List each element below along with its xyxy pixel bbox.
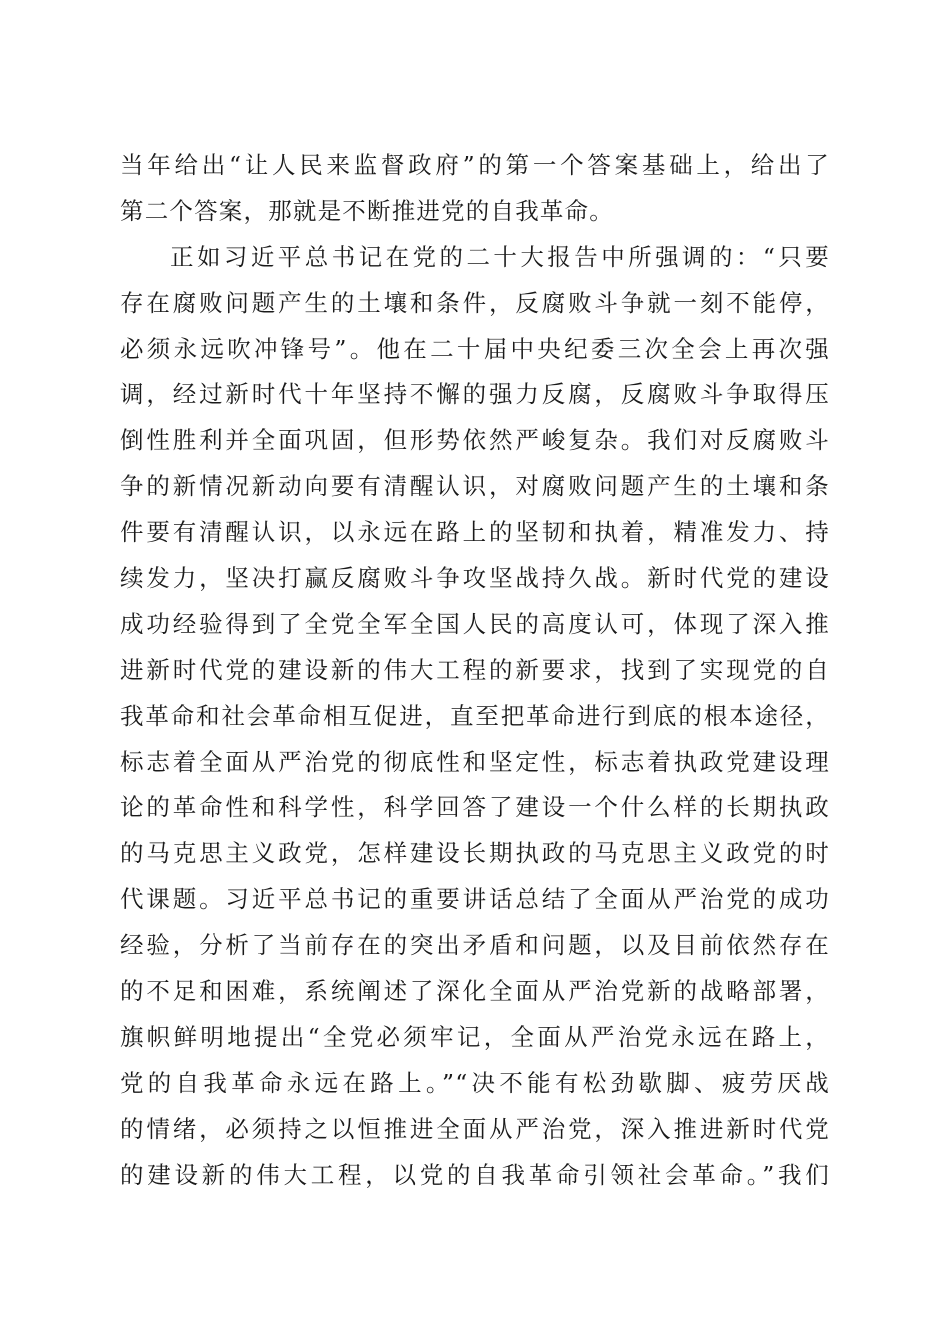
- text-line: 论的革命性和科学性，科学回答了建设一个什么样的长期执政: [120, 793, 830, 822]
- text-line: 调，经过新时代十年坚持不懈的强力反腐，反腐败斗争取得压: [120, 380, 830, 409]
- text-line: 经验，分析了当前存在的突出矛盾和问题，以及目前依然存在: [120, 931, 830, 960]
- text-line: 件要有清醒认识，以永远在路上的坚韧和执着，精准发力、持: [120, 518, 830, 547]
- text-line: 必须永远吹冲锋号”。他在二十届中央纪委三次全会上再次强: [120, 334, 830, 363]
- text-line: 倒性胜利并全面巩固，但形势依然严峻复杂。我们对反腐败斗: [120, 426, 830, 455]
- text-line: 我革命和社会革命相互促进，直至把革命进行到底的根本途径，: [120, 701, 830, 730]
- text-line: 旗帜鲜明地提出“全党必须牢记，全面从严治党永远在路上，: [120, 1022, 830, 1051]
- text-line: 标志着全面从严治党的彻底性和坚定性，标志着执政党建设理: [120, 747, 830, 776]
- text-line: 当年给出“让人民来监督政府”的第一个答案基础上，给出了: [120, 151, 830, 179]
- text-line: 代课题。习近平总书记的重要讲话总结了全面从严治党的成功: [120, 885, 830, 914]
- text-line: 第二个答案，那就是不断推进党的自我革命。: [120, 196, 614, 225]
- text-line: 存在腐败问题产生的土壤和条件，反腐败斗争就一刻不能停，: [120, 288, 830, 317]
- text-line: 的情绪，必须持之以恒推进全面从严治党，深入推进新时代党: [120, 1114, 830, 1143]
- text-line: 进新时代党的建设新的伟大工程的新要求，找到了实现党的自: [120, 655, 830, 684]
- text-line: 的建设新的伟大工程，以党的自我革命引领社会革命。”我们: [120, 1160, 830, 1189]
- body-text: [120, 143, 830, 1198]
- text-line: 党的自我革命永远在路上。”“决不能有松劲歇脚、疲劳厌战: [120, 1068, 830, 1097]
- text-line: 的马克思主义政党，怎样建设长期执政的马克思主义政党的时: [120, 839, 830, 868]
- text-line: 正如习近平总书记在党的二十大报告中所强调的：“只要: [170, 242, 830, 271]
- text-line: 的不足和困难，系统阐述了深化全面从严治党新的战略部署，: [120, 977, 830, 1006]
- text-line: 成功经验得到了全党全军全国人民的高度认可，体现了深入推: [120, 609, 830, 638]
- text-line: 争的新情况新动向要有清醒认识，对腐败问题产生的土壤和条: [120, 472, 830, 501]
- text-line: 续发力，坚决打赢反腐败斗争攻坚战持久战。新时代党的建设: [120, 564, 830, 593]
